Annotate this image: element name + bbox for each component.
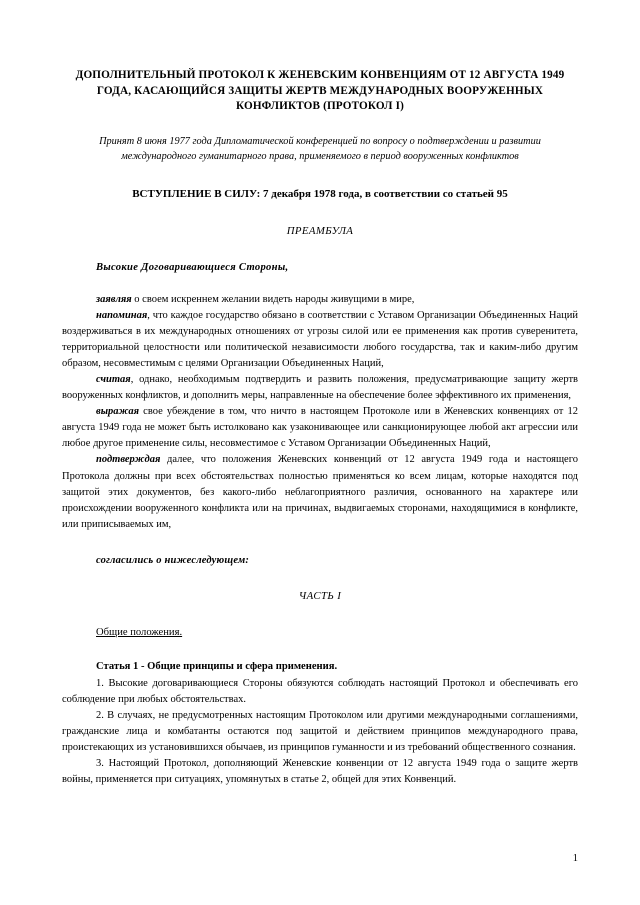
preamble-lead-word: считая	[96, 373, 131, 385]
part-heading: ЧАСТЬ I	[298, 589, 342, 602]
document-content	[62, 68, 578, 789]
article-paragraph: 1. Высокие договаривающиеся Стороны обязуются соблюдать настоящий Протокол и обеспечивать его соблюдение при любых обстоятельствах.	[62, 677, 578, 705]
article-paragraph: 2. В случаях, не предусмотренных настоящим Протоколом или другими международными соглашениями, гражданские лица и комбатанты остаются под защитой и действием принципов международного права, проистекающих из установившихся обычаев, из принципов гуманности и из требований общественного сознания.	[62, 710, 578, 754]
preamble-paragraph-text: , что каждое государство обязано в соответствии с Уставом Организации Объединенных Наций воздерживаться в их международных отношениях от угрозы силой или ее применения как против суверенитета, территориальной целостности или политической независимости любого государства, так и каким-либо другим образом, несовместимым с целями Организации Объединенных Наций,	[62, 309, 578, 369]
preamble-body	[62, 292, 578, 533]
article-paragraph: 3. Настоящий Протокол, дополняющий Женевские конвенции от 12 августа 1949 года о защите жертв войны, применяется при ситуациях, упомянутых в статье 2, общей для этих Конвенций.	[62, 758, 578, 786]
preamble-paragraph-text: свое убеждение в том, что ничто в настоящем Протоколе или в Женевских конвенциях от 12 августа 1949 года не может быть истолковано как узаконивающее или санкционирующее любой акт агрессии или любое другое применение силы, несовместимое с Уставом Организации Объединенных Наций,	[62, 406, 578, 450]
preamble-lead-word: подтверждая	[96, 454, 161, 466]
preamble-heading: ПРЕАМБУЛА	[286, 224, 354, 237]
preamble-paragraph	[62, 404, 578, 452]
document-subtitle: Принят 8 июня 1977 года Дипломатической конференцией по вопросу о подтверждении и развитии международного гуманитарного права, применяемого в период вооруженных конфликтов	[99, 135, 541, 162]
preamble-paragraph-text: о своем искреннем желании видеть народы живущими в мире,	[131, 293, 415, 305]
preamble-paragraph-text: далее, что положения Женевских конвенций от 12 августа 1949 года и настоящего Протокола должны при всех обстоятельствах полностью применяться ко всем лицам, которые находятся под защитой этих документов, без какого-либо неблагоприятного различия, основанного на характере или происхождении вооруженного конфликта или на причинах, выдвигаемых сторонами, находящимися в конфликте, или приписываемых им,	[62, 454, 578, 530]
preamble-paragraph	[62, 372, 578, 404]
preamble-lead-word: выражая	[96, 406, 139, 418]
document-title: ДОПОЛНИТЕЛЬНЫЙ ПРОТОКОЛ К ЖЕНЕВСКИМ КОНВЕНЦИЯМ ОТ 12 АВГУСТА 1949 ГОДА, КАСАЮЩИЙСЯ ЗАЩИТЫ ЖЕРТВ МЕЖДУНАРОДНЫХ ВООРУЖЕННЫХ КОНФЛИКТОВ (ПРОТОКОЛ I)	[75, 69, 565, 112]
preamble-paragraph	[62, 292, 578, 308]
article-1-body	[62, 676, 578, 789]
section-heading	[62, 625, 578, 640]
preamble-paragraph	[62, 308, 578, 372]
preamble-paragraph-text: , однако, необходимым подтвердить и развить положения, предусматривающие защиту жертв вооруженных конфликтов, и дополнить меры, направленные на обеспечение более эффективного их применения,	[62, 373, 578, 402]
agreed-as-follows-line: согласились о нижеследующем:	[96, 554, 250, 566]
page-number: 1	[572, 853, 578, 864]
section-heading-text: Общие положения.	[96, 626, 183, 638]
article-1-title: Статья 1 - Общие принципы и сфера применения.	[96, 660, 338, 672]
high-contracting-parties-line: Высокие Договаривающиеся Стороны,	[96, 261, 289, 273]
preamble-lead-word: напоминая	[96, 309, 148, 321]
preamble-lead-word: заявляя	[96, 293, 132, 305]
preamble-paragraph	[62, 452, 578, 532]
entry-into-force-line: ВСТУПЛЕНИЕ В СИЛУ: 7 декабря 1978 года, в соответствии со статьей 95	[132, 187, 508, 200]
